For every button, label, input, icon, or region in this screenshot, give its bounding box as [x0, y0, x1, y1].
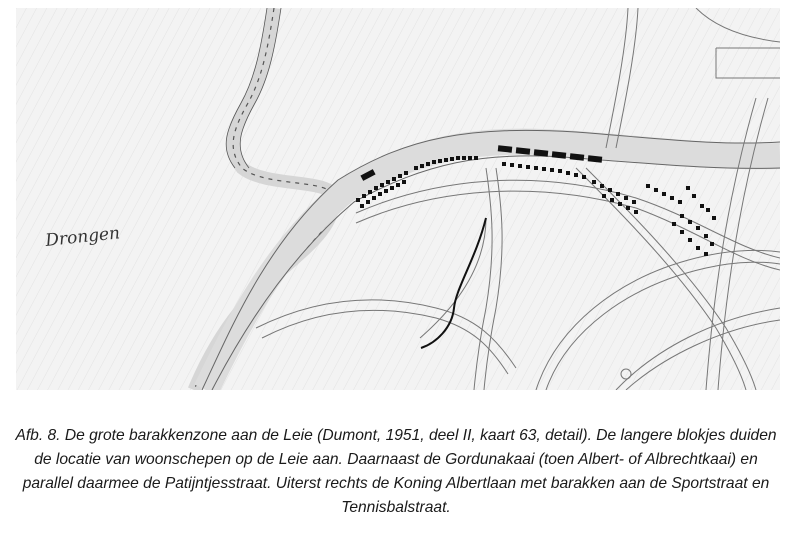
figure-caption: Afb. 8. De grote barakkenzone aan de Leie (Dumont, 1951, deel II, kaart 63, detail). De langere blokjes duiden de locatie van woonschepen op de Leie aan. Daarnaast de Gordunakaai (toen Albert- of Albrechtkaai) en parallel daarmee de Patijntjesstraat. Uiterst rechts de Koning Albertlaan met barakken aan de Sportstraat en Tennisbalstraat.	[15, 427, 777, 516]
map-place-label: Drongen	[44, 223, 121, 251]
map-background	[16, 8, 780, 390]
map-figure	[16, 8, 780, 390]
